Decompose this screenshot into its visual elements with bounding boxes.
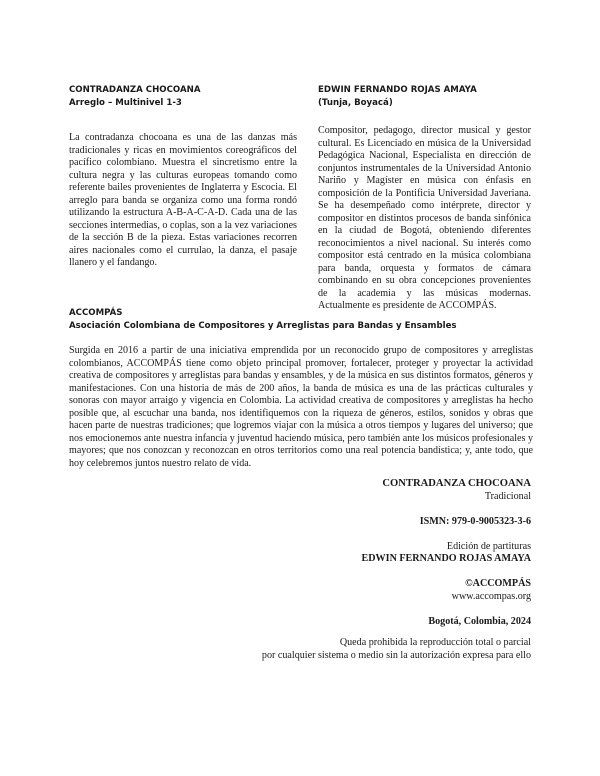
- info-website: www.accompas.org: [451, 590, 531, 602]
- info-place-date: Bogotá, Colombia, 2024: [428, 615, 531, 627]
- composer-bio-column: [318, 84, 531, 313]
- composer-name: EDWIN FERNANDO ROJAS AMAYA: [318, 85, 477, 95]
- accompas-description-text: Surgida en 2016 a partir de una iniciativa emprendida por un reconocido grupo de compositores y arreglistas colombianos, ACCOMPÁS tiene como objeto principal promover, fortalecer, proteger y proyectar la actividad creativa de compositores y arreglistas para bandas y ensambles, y de la música en sus distintos formatos, géneros y manifestaciones. Con una historia de más de 200 años, la banda de música es una de las prácticas culturales y sonoras con mayor arraigo y vigencia en Colombia. La actividad creativa de compositores y arreglistas ha hecho posible que, al escuchar una banda, nos identifiquemos con la riqueza de géneros, estilos, sonidos y obras que hacen parte de nuestras tradiciones; que logremos viajar con la música a otros tiempos y lugares del universo; que nos emocionemos ante nuestra infancia y juventud haciendo música, pero también ante los músicos profesionales y mayores; que nos conozcan y reconozcan en otros territorios como una real potencia bandística; y, ante todo, que hoy celebremos juntos nuestro relato de vida.: [69, 345, 533, 469]
- copyright-notice-line2: por cualquier sistema o medio sin la autorización expresa para ello: [261, 649, 531, 661]
- info-piece-subtitle: Tradicional: [484, 490, 531, 502]
- piece-description-text: La contradanza chocoana es una de las danzas más tradicionales y ricas en movimientos coreográficos del pacífico colombiano. Muestra el sincretismo entre la cultura negra y las culturas europeas tomando como referente bailes provenientes de Inglaterra y Escocia. El arreglo para banda se organiza como una forma rondó utilizando la estructura A-B-A-C-A-D. Cada una de las secciones intermedias, o coplas, son a la vez variaciones de la sección B de la pieza. Estas variaciones recorren aires nacionales como el currulao, la danza, el pasaje llanero y el fandango.: [69, 132, 297, 268]
- accompas-section: [69, 307, 533, 470]
- info-copyright: ©ACCOMPÁS: [465, 578, 531, 589]
- composer-bio-text: Compositor, pedagogo, director musical y gestor cultural. Es Licenciado en música de la Universidad Pedagógica Nacional, Especialista en dirección de conjuntos instrumentales de la Universidad Antonio Nariño y Magíster en música con énfasis en composición de la Pontificia Universidad Javeriana. Se ha desempeñado como intérprete, director y compositor en distintos procesos de banda sinfónica en la ciudad de Bogotá, obteniendo diferentes reconocimientos a nivel nacional. Su interés como compositor está centrado en la música colombiana para banda, orquesta y formatos de cámara combinando en su obra concepciones provenientes de la academia y las músicas modernas. Actualmente es presidente de ACCOMPÁS.: [318, 125, 531, 311]
- piece-description-column: [69, 84, 297, 270]
- copyright-notice-line1: Queda prohibida la reproducción total o parcial: [339, 637, 531, 648]
- piece-arrangement-level: Arreglo – Multinivel 1-3: [69, 98, 182, 108]
- info-editor: EDWIN FERNANDO ROJAS AMAYA: [361, 553, 531, 564]
- info-isbn: ISMN: 979-0-9005323-3-6: [419, 515, 531, 527]
- accompas-full-name: Asociación Colombiana de Compositores y Arreglistas para Bandas y Ensambles: [69, 321, 457, 331]
- publication-info: [231, 478, 531, 628]
- copyright-notice: [211, 637, 531, 662]
- info-edition-label: Edición de partituras: [446, 540, 531, 552]
- composer-origin: (Tunja, Boyacá): [318, 98, 393, 108]
- info-piece-title: CONTRADANZA CHOCOANA: [382, 478, 531, 489]
- piece-title: CONTRADANZA CHOCOANA: [69, 85, 201, 95]
- accompas-title: ACCOMPÁS: [69, 308, 123, 318]
